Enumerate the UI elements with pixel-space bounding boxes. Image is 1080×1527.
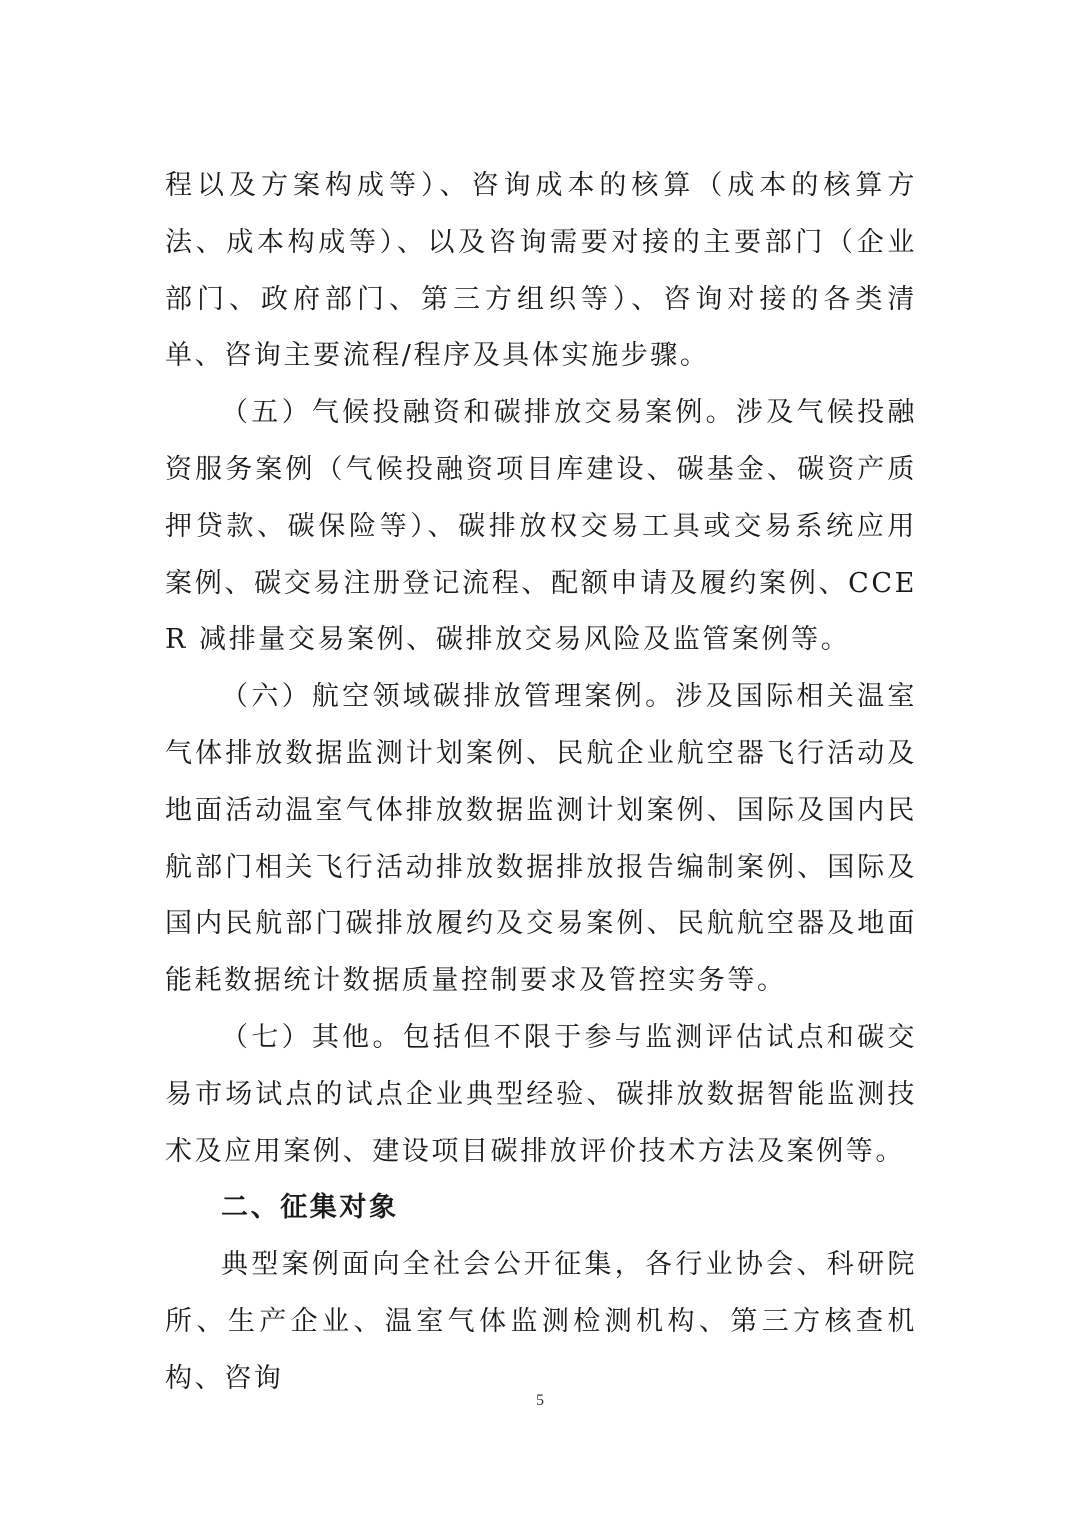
paragraph-item-6-aviation: （六）航空领域碳排放管理案例。涉及国际相关温室气体排放数据监测计划案例、民航企业航空器飞行活动及地面活动温室气体排放数据监测计划案例、国际及国内民航部门相关飞行活动排放数据排放报告编制案例、国际及国内民航部门碳排放履约及交易案例、民航航空器及地面能耗数据统计数据质量控制要求及管控实务等。 (165, 681, 917, 997)
document-body (165, 158, 917, 1408)
paragraph-consulting-continuation: 程以及方案构成等）、咨询成本的核算（成本的核算方法、成本构成等）、以及咨询需要对接的主要部门（企业部门、政府部门、第三方组织等）、咨询对接的各类清单、咨询主要流程/程序及具体实施步骤。 (165, 170, 917, 372)
page-number: 5 (536, 1392, 544, 1409)
paragraph-item-5-climate-finance: （五）气候投融资和碳排放交易案例。涉及气候投融资服务案例（气候投融资项目库建设、碳基金、碳资产质押贷款、碳保险等）、碳排放权交易工具或交易系统应用案例、碳交易注册登记流程、配额申请及履约案例、CCER 减排量交易案例、碳排放交易风险及监管案例等。 (165, 397, 917, 656)
paragraph-item-7-other: （七）其他。包括但不限于参与监测评估试点和碳交易市场试点的试点企业典型经验、碳排放数据智能监测技术及应用案例、建设项目碳排放评价技术方法及案例等。 (165, 1021, 917, 1167)
paragraph-collection-targets: 典型案例面向全社会公开征集，各行业协会、科研院所、生产企业、温室气体监测检测机构、第三方核查机构、咨询 (165, 1249, 917, 1394)
section-heading-collection-targets: 二、征集对象 (221, 1192, 399, 1224)
